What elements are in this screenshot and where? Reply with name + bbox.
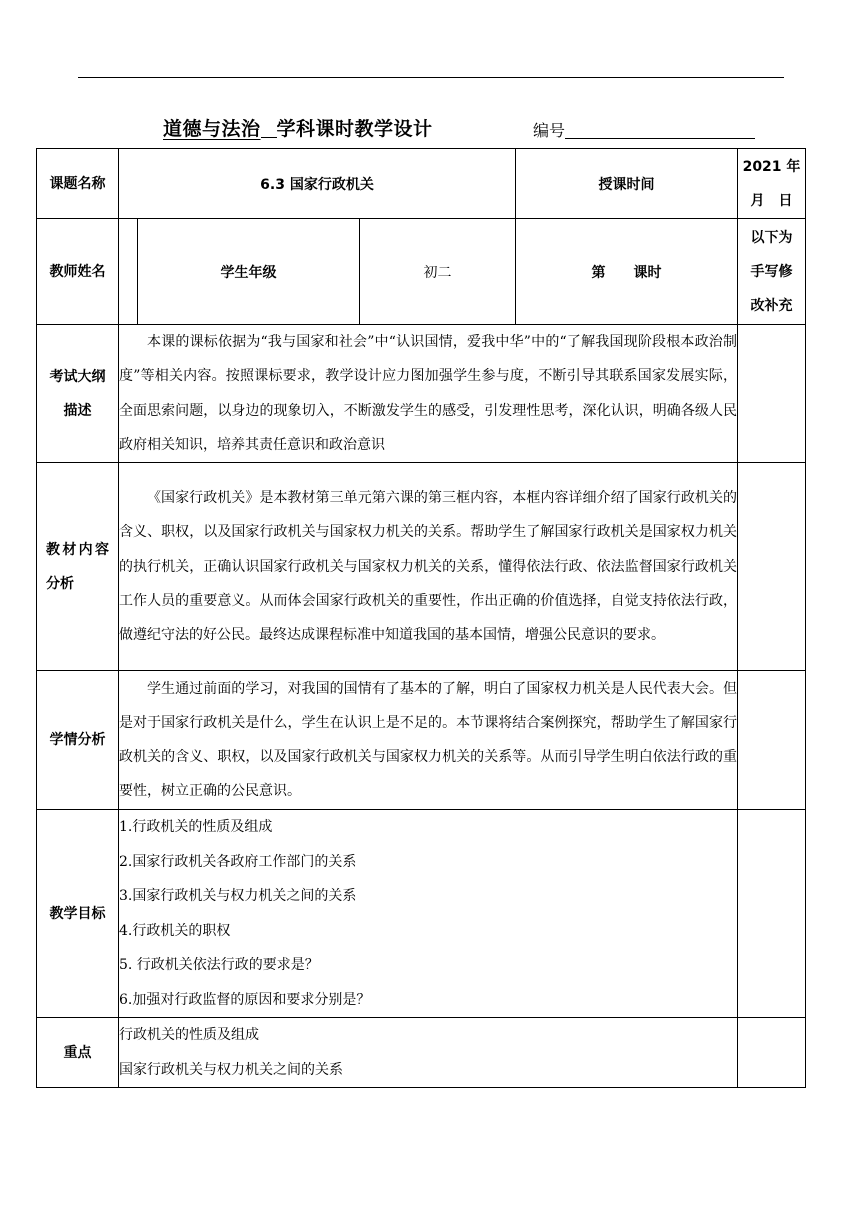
textbook-label-line-1: 教材内容 [46, 541, 109, 558]
date-year: 2021 年 [742, 158, 801, 175]
textbook-note-cell [738, 463, 806, 671]
exam-note-cell [738, 325, 806, 463]
date-cell [738, 149, 806, 219]
grade-value: 初二 [423, 264, 452, 281]
row-goals [37, 810, 806, 1018]
note-line-3: 改补充 [750, 297, 793, 314]
document-title [163, 114, 433, 141]
goal-item: 5. 行政机关依法行政的要求是？ [119, 957, 319, 974]
goal-item: 3.国家行政机关与权力机关之间的关系 [119, 888, 357, 905]
number-label: 编号 [533, 121, 566, 140]
handwritten-note-header [738, 219, 806, 325]
textbook-text: 《国家行政机关》是本教材第三单元第六课的第三框内容，本框内容详细介绍了国家行政机关的含义、职权，以及国家行政机关与国家权力机关的关系。帮助学生了解国家行政机关是国家权力机关的执行机关，正确认识国家行政机关与国家权力机关的关系，懂得依法行政、依法监督国家行政机关工作人员的重要意义。从而体会国家行政机关的重要性，作出正确的价值选择，自觉支持依法行政，做遵纪守法的好公民。最终达成课程标准中知道我国的基本国情，增强公民意识的要求。 [119, 463, 738, 671]
teacher-label: 教师姓名 [37, 219, 119, 325]
topic-label: 课题名称 [37, 149, 119, 219]
goal-item: 1.行政机关的性质及组成 [119, 819, 273, 836]
goals-note-cell [738, 810, 806, 1018]
date-month-day: 月 日 [750, 192, 793, 209]
title-text: 学科课时教学设计 [276, 118, 433, 140]
goal-item: 2.国家行政机关各政府工作部门的关系 [119, 853, 357, 870]
goal-item: 4.行政机关的职权 [119, 922, 231, 939]
title-underline-gap [261, 119, 277, 138]
textbook-label [37, 463, 119, 671]
goals-list [119, 810, 738, 1018]
note-line-1: 以下为 [750, 229, 793, 246]
exam-text: 本课的课标依据为“我与国家和社会”中“认识国情，爱我中华”中的“了解我国现阶段根本政治制度”等相关内容。按照课标要求，教学设计应力图加强学生参与度，不断引导其联系国家发展实际，全面思索问题，以身边的现象切入，不断激发学生的感受，引发理性思考，深化认识，明确各级人民政府相关知识，培养其责任意识和政治意识 [119, 325, 738, 463]
key-list [119, 1018, 738, 1088]
row-key [37, 1018, 806, 1088]
row-topic [37, 149, 806, 219]
exam-label-line-1: 考试大纲 [49, 368, 106, 385]
number-blank-line [565, 121, 755, 139]
lesson-plan-table [36, 148, 806, 1088]
key-label: 重点 [37, 1018, 119, 1088]
topic-value: 6.3 国家行政机关 [119, 149, 516, 219]
exam-label-line-2: 描述 [63, 402, 92, 419]
header-rule [78, 77, 784, 78]
teacher-grade-cell [119, 219, 516, 325]
students-text: 学生通过前面的学习，对我国的国情有了基本的了解，明白了国家权力机关是人民代表大会。但是对于国家行政机关是什么，学生在认识上是不足的。本节课将结合案例探究，帮助学生了解国家行政机关的含义、职权，以及国家行政机关与国家权力机关的关系等。从而引导学生明白依法行政的重要性，树立正确的公民意识。 [119, 671, 738, 810]
row-exam [37, 325, 806, 463]
row-textbook [37, 463, 806, 671]
exam-label [37, 325, 119, 463]
key-note-cell [738, 1018, 806, 1088]
key-item: 行政机关的性质及组成 [119, 1027, 259, 1044]
subject-name: 道德与法治 [163, 118, 261, 140]
students-note-cell [738, 671, 806, 810]
textbook-label-line-2: 分析 [46, 575, 74, 592]
goal-item: 6.加强对行政监督的原因和要求分别是？ [119, 991, 371, 1008]
grade-label: 学生年级 [138, 219, 360, 324]
note-line-2: 手写修 [750, 263, 793, 280]
students-label: 学情分析 [37, 671, 119, 810]
teaching-time-label: 授课时间 [516, 149, 738, 219]
row-teacher [37, 219, 806, 325]
period-label: 第 课时 [516, 219, 738, 325]
goals-label: 教学目标 [37, 810, 119, 1018]
teacher-name-blank [119, 219, 138, 324]
row-students [37, 671, 806, 810]
number-field [533, 118, 755, 141]
key-item: 国家行政机关与权力机关之间的关系 [119, 1061, 343, 1078]
